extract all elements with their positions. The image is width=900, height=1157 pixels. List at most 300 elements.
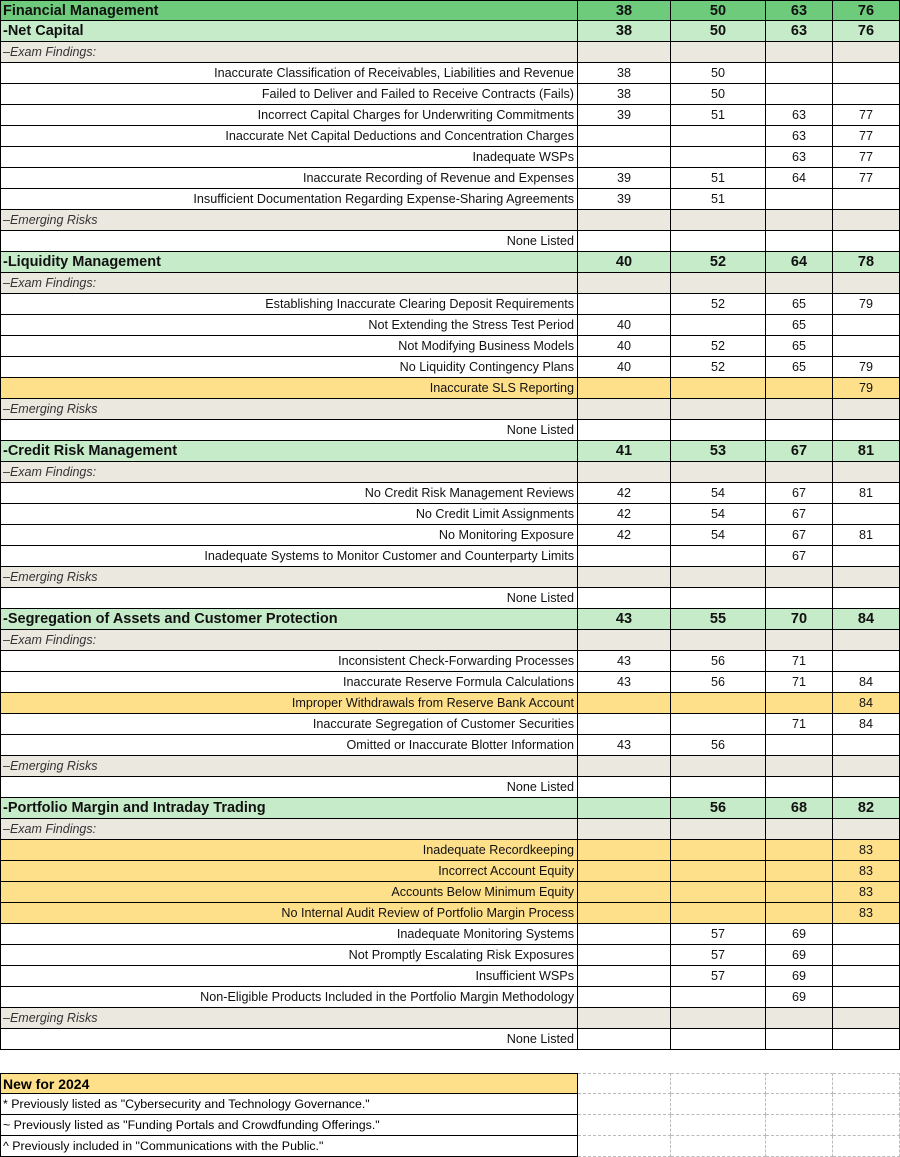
- page-number-cell[interactable]: [766, 42, 833, 63]
- page-number-cell[interactable]: [833, 336, 900, 357]
- row-label-cell[interactable]: –Exam Findings:: [0, 42, 578, 63]
- page-number-cell[interactable]: 38: [578, 63, 671, 84]
- row-label-cell[interactable]: -Credit Risk Management: [0, 441, 578, 462]
- page-number-cell[interactable]: 56: [671, 798, 766, 819]
- page-number-cell[interactable]: [578, 861, 671, 882]
- page-number-cell[interactable]: 70: [766, 609, 833, 630]
- subsection-row: [0, 273, 900, 294]
- page-number-cell[interactable]: 42: [578, 525, 671, 546]
- legend: [0, 1073, 900, 1157]
- page-number-cell[interactable]: [766, 1029, 833, 1050]
- page-number-cell[interactable]: [833, 966, 900, 987]
- row-label-cell[interactable]: –Exam Findings:: [0, 273, 578, 294]
- page-number-cell[interactable]: 43: [578, 609, 671, 630]
- page-number-cell[interactable]: 71: [766, 672, 833, 693]
- page-number-cell[interactable]: [671, 819, 766, 840]
- row-label-cell[interactable]: Inadequate Recordkeeping: [0, 840, 578, 861]
- legend-note[interactable]: ~ Previously listed as "Funding Portals and Crowdfunding Offerings.": [0, 1115, 578, 1136]
- finding-row: [0, 357, 900, 378]
- row-label-cell[interactable]: No Monitoring Exposure: [0, 525, 578, 546]
- page-number-cell[interactable]: 83: [833, 882, 900, 903]
- legend-title[interactable]: New for 2024: [0, 1073, 578, 1094]
- row-label-cell[interactable]: –Emerging Risks: [0, 1008, 578, 1029]
- page-number-cell[interactable]: [766, 735, 833, 756]
- row-label-cell[interactable]: No Credit Limit Assignments: [0, 504, 578, 525]
- subsection-row: [0, 462, 900, 483]
- page-number-cell[interactable]: [578, 945, 671, 966]
- row-label-cell[interactable]: Inaccurate Classification of Receivables, Liabilities and Revenue: [0, 63, 578, 84]
- page-number-cell[interactable]: 69: [766, 966, 833, 987]
- page-number-cell[interactable]: 69: [766, 987, 833, 1008]
- page-number-cell[interactable]: 51: [671, 105, 766, 126]
- page-number-cell[interactable]: [766, 903, 833, 924]
- page-number-cell[interactable]: 52: [671, 357, 766, 378]
- page-number-cell[interactable]: [833, 819, 900, 840]
- row-label-cell[interactable]: Inaccurate Recording of Revenue and Expenses: [0, 168, 578, 189]
- page-number-cell[interactable]: 41: [578, 441, 671, 462]
- page-number-cell[interactable]: [578, 714, 671, 735]
- page-number-cell[interactable]: [766, 693, 833, 714]
- page-number-cell[interactable]: 79: [833, 378, 900, 399]
- finding-row: [0, 714, 900, 735]
- page-number-cell[interactable]: [766, 420, 833, 441]
- page-number-cell[interactable]: 53: [671, 441, 766, 462]
- page-number-cell[interactable]: [578, 273, 671, 294]
- row-label-cell[interactable]: Inaccurate SLS Reporting: [0, 378, 578, 399]
- subsection-row: [0, 630, 900, 651]
- page-number-cell[interactable]: 40: [578, 252, 671, 273]
- subsection-row: [0, 1008, 900, 1029]
- page-number-cell[interactable]: [766, 567, 833, 588]
- row-label-cell[interactable]: No Credit Risk Management Reviews: [0, 483, 578, 504]
- page-number-cell[interactable]: 56: [671, 651, 766, 672]
- page-number-cell[interactable]: 40: [578, 336, 671, 357]
- page-number-cell[interactable]: [833, 420, 900, 441]
- page-number-cell[interactable]: [833, 546, 900, 567]
- section-row: [0, 21, 900, 42]
- legend-note-row: [0, 1136, 900, 1157]
- page-number-cell[interactable]: [833, 84, 900, 105]
- page-number-cell[interactable]: 65: [766, 315, 833, 336]
- row-label-cell[interactable]: None Listed: [0, 231, 578, 252]
- new-topic-row: [0, 882, 900, 903]
- page-number-cell[interactable]: [833, 189, 900, 210]
- page-number-cell[interactable]: [578, 798, 671, 819]
- page-number-cell[interactable]: [671, 126, 766, 147]
- row-label-cell[interactable]: -Segregation of Assets and Customer Protection: [0, 609, 578, 630]
- page-number-cell[interactable]: [833, 399, 900, 420]
- page-number-cell[interactable]: [671, 462, 766, 483]
- section-row: [0, 609, 900, 630]
- subsection-row: [0, 567, 900, 588]
- page-number-cell[interactable]: 65: [766, 336, 833, 357]
- row-label-cell[interactable]: Improper Withdrawals from Reserve Bank Account: [0, 693, 578, 714]
- page-number-cell[interactable]: [671, 840, 766, 861]
- row-label-cell[interactable]: Inaccurate Net Capital Deductions and Concentration Charges: [0, 126, 578, 147]
- page-number-cell[interactable]: [833, 924, 900, 945]
- finding-row: [0, 336, 900, 357]
- page-number-cell[interactable]: 63: [766, 126, 833, 147]
- page-number-cell[interactable]: [578, 399, 671, 420]
- page-number-cell[interactable]: [833, 504, 900, 525]
- page-number-cell[interactable]: [671, 210, 766, 231]
- row-label-cell[interactable]: No Liquidity Contingency Plans: [0, 357, 578, 378]
- page-number-cell[interactable]: 38: [578, 0, 671, 21]
- row-label-cell[interactable]: Accounts Below Minimum Equity: [0, 882, 578, 903]
- page-number-cell[interactable]: [578, 546, 671, 567]
- page-number-cell[interactable]: 82: [833, 798, 900, 819]
- page-number-cell[interactable]: [671, 420, 766, 441]
- page-number-cell[interactable]: [578, 693, 671, 714]
- page-number-cell[interactable]: 57: [671, 924, 766, 945]
- row-label-cell[interactable]: –Emerging Risks: [0, 210, 578, 231]
- page-number-cell[interactable]: 39: [578, 189, 671, 210]
- page-number-cell[interactable]: [766, 777, 833, 798]
- page-number-cell[interactable]: 78: [833, 252, 900, 273]
- row-label-cell[interactable]: –Exam Findings:: [0, 819, 578, 840]
- row-label-cell[interactable]: –Emerging Risks: [0, 756, 578, 777]
- page-number-cell[interactable]: 63: [766, 147, 833, 168]
- page-number-cell[interactable]: [766, 189, 833, 210]
- page-number-cell[interactable]: [833, 210, 900, 231]
- page-number-cell[interactable]: 40: [578, 357, 671, 378]
- new-topic-row: [0, 903, 900, 924]
- page-number-cell[interactable]: [578, 294, 671, 315]
- page-number-cell[interactable]: 38: [578, 21, 671, 42]
- page-number-cell[interactable]: 54: [671, 525, 766, 546]
- page-number-cell[interactable]: 65: [766, 294, 833, 315]
- page-number-cell[interactable]: 67: [766, 441, 833, 462]
- page-number-cell[interactable]: 71: [766, 714, 833, 735]
- new-topic-row: [0, 378, 900, 399]
- row-label-cell[interactable]: Inconsistent Check-Forwarding Processes: [0, 651, 578, 672]
- page-number-cell[interactable]: 76: [833, 21, 900, 42]
- page-number-cell[interactable]: 42: [578, 504, 671, 525]
- page-number-cell[interactable]: 65: [766, 357, 833, 378]
- subsection-row: [0, 210, 900, 231]
- page-number-cell[interactable]: 51: [671, 189, 766, 210]
- row-label-cell[interactable]: Financial Management: [0, 0, 578, 21]
- page-number-cell[interactable]: 38: [578, 84, 671, 105]
- row-label-cell[interactable]: Non-Eligible Products Included in the Portfolio Margin Methodology: [0, 987, 578, 1008]
- finding-row: [0, 504, 900, 525]
- page-number-cell[interactable]: 56: [671, 735, 766, 756]
- page-number-cell[interactable]: 67: [766, 546, 833, 567]
- page-number-cell[interactable]: [833, 630, 900, 651]
- row-label-cell[interactable]: Inadequate Systems to Monitor Customer and Counterparty Limits: [0, 546, 578, 567]
- row-label-cell[interactable]: No Internal Audit Review of Portfolio Margin Process: [0, 903, 578, 924]
- page-number-cell[interactable]: [578, 777, 671, 798]
- row-label-cell[interactable]: None Listed: [0, 1029, 578, 1050]
- page-number-cell[interactable]: 77: [833, 147, 900, 168]
- page-number-cell[interactable]: 84: [833, 609, 900, 630]
- finding-row: [0, 777, 900, 798]
- page-number-cell[interactable]: 50: [671, 63, 766, 84]
- page-number-cell[interactable]: [671, 861, 766, 882]
- legend-note[interactable]: * Previously listed as "Cybersecurity and Technology Governance.": [0, 1094, 578, 1115]
- page-number-cell[interactable]: [766, 63, 833, 84]
- page-number-cell[interactable]: [833, 588, 900, 609]
- finding-row: [0, 672, 900, 693]
- page-number-cell[interactable]: 39: [578, 168, 671, 189]
- subsection-row: [0, 756, 900, 777]
- page-number-cell[interactable]: [671, 273, 766, 294]
- page-number-cell[interactable]: [766, 630, 833, 651]
- page-number-cell[interactable]: [578, 147, 671, 168]
- page-number-cell[interactable]: 55: [671, 609, 766, 630]
- row-label-cell[interactable]: Inaccurate Reserve Formula Calculations: [0, 672, 578, 693]
- page-number-cell[interactable]: [833, 462, 900, 483]
- legend-note-row: [0, 1094, 900, 1115]
- row-label-cell[interactable]: –Exam Findings:: [0, 462, 578, 483]
- finding-row: [0, 735, 900, 756]
- page-number-cell[interactable]: [578, 966, 671, 987]
- page-number-cell[interactable]: 43: [578, 651, 671, 672]
- page-number-cell[interactable]: 51: [671, 168, 766, 189]
- page-number-cell[interactable]: [578, 630, 671, 651]
- page-number-cell[interactable]: [766, 819, 833, 840]
- page-number-cell[interactable]: [578, 882, 671, 903]
- row-label-cell[interactable]: Inadequate WSPs: [0, 147, 578, 168]
- page-number-cell[interactable]: 83: [833, 903, 900, 924]
- page-number-cell[interactable]: [833, 777, 900, 798]
- section-row: [0, 798, 900, 819]
- page-number-cell[interactable]: [671, 714, 766, 735]
- row-label-cell[interactable]: Not Promptly Escalating Risk Exposures: [0, 945, 578, 966]
- subsection-row: [0, 819, 900, 840]
- page-number-cell[interactable]: 64: [766, 168, 833, 189]
- page-number-cell[interactable]: 54: [671, 504, 766, 525]
- page-number-cell[interactable]: 84: [833, 693, 900, 714]
- page-number-cell[interactable]: [766, 378, 833, 399]
- row-label-cell[interactable]: -Liquidity Management: [0, 252, 578, 273]
- page-number-cell[interactable]: [671, 630, 766, 651]
- page-number-cell[interactable]: 43: [578, 735, 671, 756]
- page-number-cell[interactable]: 67: [766, 483, 833, 504]
- page-number-cell[interactable]: [833, 987, 900, 1008]
- page-number-cell[interactable]: 52: [671, 252, 766, 273]
- page-number-cell[interactable]: [766, 399, 833, 420]
- row-label-cell[interactable]: -Net Capital: [0, 21, 578, 42]
- page-number-cell[interactable]: 43: [578, 672, 671, 693]
- page-number-cell[interactable]: [578, 462, 671, 483]
- page-number-cell[interactable]: 81: [833, 441, 900, 462]
- finding-row: [0, 945, 900, 966]
- page-number-cell[interactable]: [671, 147, 766, 168]
- page-number-cell[interactable]: [671, 315, 766, 336]
- row-label-cell[interactable]: -Portfolio Margin and Intraday Trading: [0, 798, 578, 819]
- page-number-cell[interactable]: 63: [766, 21, 833, 42]
- page-number-cell[interactable]: 52: [671, 336, 766, 357]
- page-number-cell[interactable]: [671, 231, 766, 252]
- page-number-cell[interactable]: [833, 735, 900, 756]
- page-number-cell[interactable]: [671, 756, 766, 777]
- page-number-cell[interactable]: 54: [671, 483, 766, 504]
- page-number-cell[interactable]: 67: [766, 504, 833, 525]
- page-number-cell[interactable]: [578, 378, 671, 399]
- page-number-cell[interactable]: [578, 819, 671, 840]
- finding-row: [0, 231, 900, 252]
- page-number-cell[interactable]: 76: [833, 0, 900, 21]
- page-number-cell[interactable]: 81: [833, 525, 900, 546]
- page-number-cell[interactable]: [766, 231, 833, 252]
- page-number-cell[interactable]: [671, 1029, 766, 1050]
- finding-row: [0, 168, 900, 189]
- page-number-cell[interactable]: [578, 1029, 671, 1050]
- finding-row: [0, 483, 900, 504]
- row-label-cell[interactable]: Not Modifying Business Models: [0, 336, 578, 357]
- page-number-cell[interactable]: 50: [671, 84, 766, 105]
- page-number-cell[interactable]: [766, 210, 833, 231]
- page-number-cell[interactable]: [833, 756, 900, 777]
- page-number-cell[interactable]: 63: [766, 0, 833, 21]
- page-number-cell[interactable]: 79: [833, 294, 900, 315]
- row-label-cell[interactable]: –Emerging Risks: [0, 567, 578, 588]
- page-number-cell[interactable]: [578, 987, 671, 1008]
- page-number-cell[interactable]: [671, 42, 766, 63]
- finding-row: [0, 924, 900, 945]
- page-number-cell[interactable]: 68: [766, 798, 833, 819]
- page-number-cell[interactable]: 84: [833, 672, 900, 693]
- page-number-cell[interactable]: [766, 1008, 833, 1029]
- legend-note-row: [0, 1115, 900, 1136]
- subsection-row: [0, 42, 900, 63]
- finding-row: [0, 294, 900, 315]
- section-row: [0, 252, 900, 273]
- row-label-cell[interactable]: Failed to Deliver and Failed to Receive Contracts (Fails): [0, 84, 578, 105]
- page-number-cell[interactable]: [671, 882, 766, 903]
- page-number-cell[interactable]: [578, 420, 671, 441]
- page-number-cell[interactable]: [833, 651, 900, 672]
- finding-row: [0, 546, 900, 567]
- finding-row: [0, 987, 900, 1008]
- page-number-cell[interactable]: 77: [833, 168, 900, 189]
- row-label-cell[interactable]: None Listed: [0, 420, 578, 441]
- page-number-cell[interactable]: [671, 567, 766, 588]
- page-number-cell[interactable]: [671, 1008, 766, 1029]
- page-number-cell[interactable]: 57: [671, 945, 766, 966]
- page-number-cell[interactable]: [766, 756, 833, 777]
- page-number-cell[interactable]: [671, 546, 766, 567]
- new-topic-row: [0, 693, 900, 714]
- page-number-cell[interactable]: [671, 903, 766, 924]
- page-number-cell[interactable]: [671, 588, 766, 609]
- page-number-cell[interactable]: [833, 273, 900, 294]
- page-number-cell[interactable]: [578, 42, 671, 63]
- page-number-cell[interactable]: [671, 693, 766, 714]
- page-number-cell[interactable]: 57: [671, 966, 766, 987]
- page-number-cell[interactable]: [578, 756, 671, 777]
- page-number-cell[interactable]: 77: [833, 126, 900, 147]
- row-label-cell[interactable]: Incorrect Account Equity: [0, 861, 578, 882]
- page-number-cell[interactable]: 83: [833, 861, 900, 882]
- legend-note[interactable]: ^ Previously included in "Communications with the Public.": [0, 1136, 578, 1157]
- new-topic-row: [0, 840, 900, 861]
- page-number-cell[interactable]: [766, 273, 833, 294]
- page-number-cell[interactable]: [578, 588, 671, 609]
- page-number-cell[interactable]: 67: [766, 525, 833, 546]
- page-number-cell[interactable]: 77: [833, 105, 900, 126]
- page-number-cell[interactable]: [578, 840, 671, 861]
- finding-row: [0, 315, 900, 336]
- row-label-cell[interactable]: Establishing Inaccurate Clearing Deposit Requirements: [0, 294, 578, 315]
- page-number-cell[interactable]: [833, 63, 900, 84]
- page-number-cell[interactable]: 64: [766, 252, 833, 273]
- page-number-cell[interactable]: [578, 210, 671, 231]
- page-number-cell[interactable]: 84: [833, 714, 900, 735]
- page-number-cell[interactable]: 79: [833, 357, 900, 378]
- row-label-cell[interactable]: Insufficient Documentation Regarding Expense-Sharing Agreements: [0, 189, 578, 210]
- row-label-cell[interactable]: None Listed: [0, 777, 578, 798]
- page-number-cell[interactable]: [766, 462, 833, 483]
- page-number-cell[interactable]: [578, 231, 671, 252]
- finding-row: [0, 651, 900, 672]
- page-number-cell[interactable]: [671, 399, 766, 420]
- page-number-cell[interactable]: [766, 840, 833, 861]
- page-number-cell[interactable]: 40: [578, 315, 671, 336]
- page-number-cell[interactable]: 69: [766, 924, 833, 945]
- page-number-cell[interactable]: [766, 882, 833, 903]
- row-label-cell[interactable]: None Listed: [0, 588, 578, 609]
- page-number-cell[interactable]: [671, 777, 766, 798]
- page-number-cell[interactable]: 50: [671, 0, 766, 21]
- page-number-cell[interactable]: 69: [766, 945, 833, 966]
- finding-row: [0, 966, 900, 987]
- page-number-cell[interactable]: [766, 84, 833, 105]
- page-number-cell[interactable]: [578, 924, 671, 945]
- page-number-cell[interactable]: 56: [671, 672, 766, 693]
- page-number-cell[interactable]: 83: [833, 840, 900, 861]
- page-number-cell[interactable]: [833, 1008, 900, 1029]
- finding-row: [0, 420, 900, 441]
- row-label-cell[interactable]: Not Extending the Stress Test Period: [0, 315, 578, 336]
- category-row: [0, 0, 900, 21]
- page-number-cell[interactable]: 71: [766, 651, 833, 672]
- page-number-cell[interactable]: 81: [833, 483, 900, 504]
- page-number-cell[interactable]: [833, 231, 900, 252]
- page-number-cell[interactable]: [578, 903, 671, 924]
- page-number-cell[interactable]: [766, 861, 833, 882]
- page-number-cell[interactable]: [833, 42, 900, 63]
- row-label-cell[interactable]: –Emerging Risks: [0, 399, 578, 420]
- page-number-cell[interactable]: 42: [578, 483, 671, 504]
- row-label-cell[interactable]: –Exam Findings:: [0, 630, 578, 651]
- page-number-cell[interactable]: [833, 945, 900, 966]
- page-number-cell[interactable]: 52: [671, 294, 766, 315]
- page-number-cell[interactable]: [578, 126, 671, 147]
- page-number-cell[interactable]: [578, 1008, 671, 1029]
- row-label-cell[interactable]: Insufficient WSPs: [0, 966, 578, 987]
- page-number-cell[interactable]: [671, 378, 766, 399]
- page-number-cell[interactable]: [833, 315, 900, 336]
- finding-row: [0, 525, 900, 546]
- page-number-cell[interactable]: 63: [766, 105, 833, 126]
- page-number-cell[interactable]: [833, 1029, 900, 1050]
- row-label-cell[interactable]: Inadequate Monitoring Systems: [0, 924, 578, 945]
- page-number-cell[interactable]: 50: [671, 21, 766, 42]
- page-number-cell[interactable]: 39: [578, 105, 671, 126]
- row-label-cell[interactable]: Inaccurate Segregation of Customer Securities: [0, 714, 578, 735]
- page-number-cell[interactable]: [833, 567, 900, 588]
- page-number-cell[interactable]: [766, 588, 833, 609]
- page-number-cell[interactable]: [671, 987, 766, 1008]
- finding-row: [0, 588, 900, 609]
- page-number-cell[interactable]: [578, 567, 671, 588]
- row-label-cell[interactable]: Omitted or Inaccurate Blotter Information: [0, 735, 578, 756]
- row-label-cell[interactable]: Incorrect Capital Charges for Underwriting Commitments: [0, 105, 578, 126]
- finding-row: [0, 1029, 900, 1050]
- finding-row: [0, 105, 900, 126]
